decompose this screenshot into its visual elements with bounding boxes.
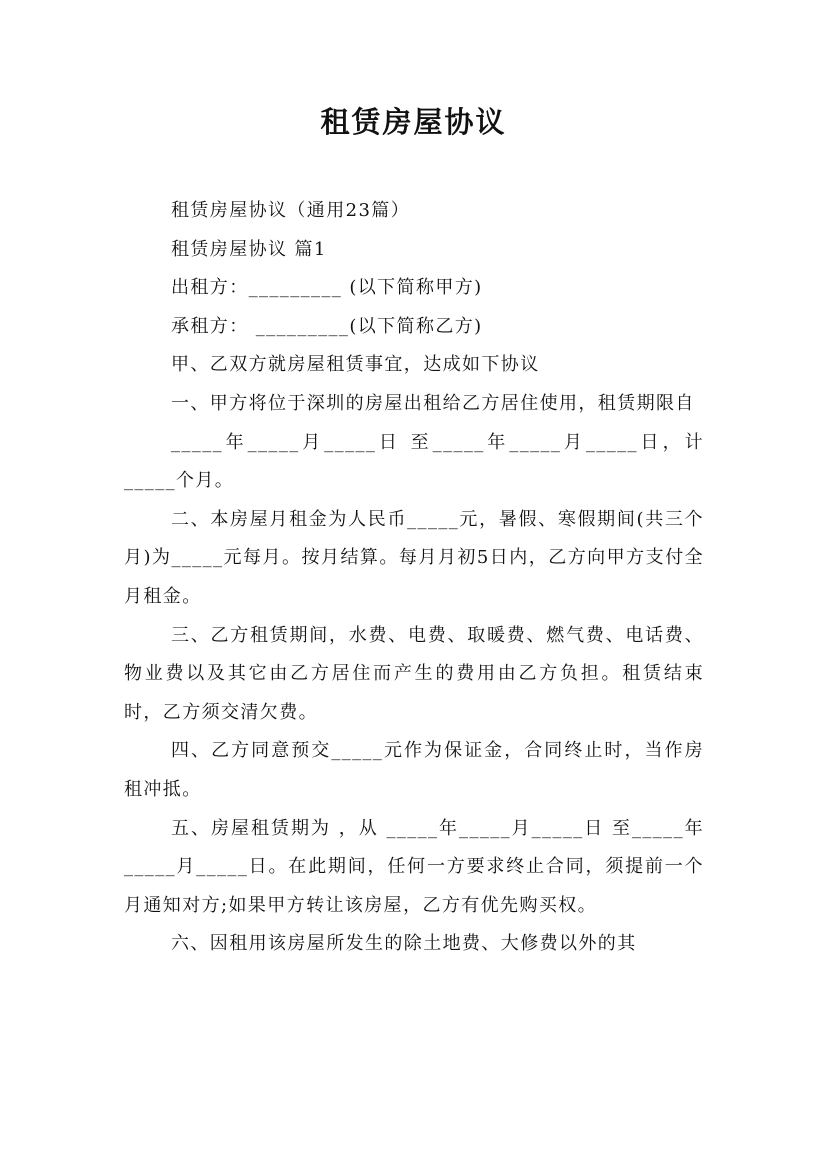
document-title: 租赁房屋协议: [320, 105, 507, 139]
paragraph-lessee: 承租方： _________(以下简称乙方): [171, 315, 483, 337]
paragraph-lease-dates: _____年_____月_____日 至_____年_____月_____日，计_____个月。: [124, 431, 704, 492]
paragraph-clause-4: 四、乙方同意预交_____元作为保证金，合同终止时，当作房租冲抵。: [124, 740, 704, 800]
paragraph-lessor: 出租方：_________ (以下简称甲方): [171, 277, 483, 299]
paragraph-subtitle: 租赁房屋协议（通用23篇）: [171, 200, 411, 221]
paragraph-clause-2: 二、本房屋月租金为人民币_____元，暑假、寒假期间(共三个月)为_____元每月。按月结算。每月月初5日内，乙方向甲方支付全月租金。: [124, 508, 704, 607]
paragraph-clause-5: 五、房屋租赁期为 ，从 _____年_____月_____日 至_____年_____月_____日。在此期间，任何一方要求终止合同，须提前一个月通知对方;如果甲方转让该房屋，乙方有优先购买权。: [124, 817, 704, 916]
paragraph-agreement-intro: 甲、乙双方就房屋租赁事宜，达成如下协议: [171, 354, 540, 376]
paragraph-clause-6: 六、因租用该房屋所发生的除土地费、大修费以外的其: [171, 933, 637, 955]
paragraph-section-heading: 租赁房屋协议 篇1: [171, 238, 327, 260]
paragraph-clause-1: 一、甲方将位于深圳的房屋出租给乙方居住使用，租赁期限自: [171, 392, 695, 414]
paragraph-clause-3: 三、乙方租赁期间，水费、电费、取暖费、燃气费、电话费、物业费以及其它由乙方居住而产生的费用由乙方负担。租赁结束时，乙方须交清欠费。: [124, 624, 704, 723]
document-body: [124, 192, 704, 964]
